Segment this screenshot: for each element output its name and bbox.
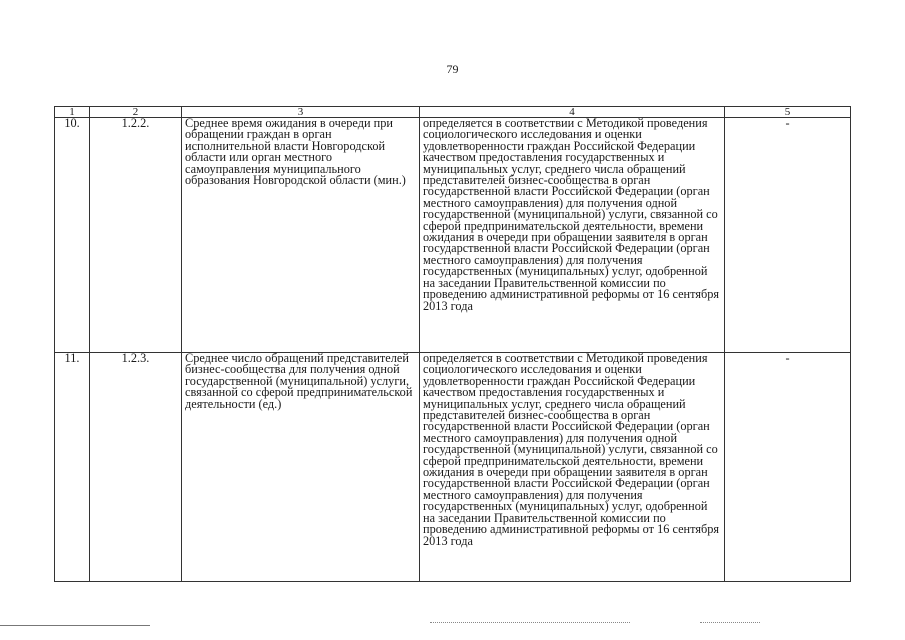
scan-artifact-line [430,622,630,624]
row-number: 11. [55,353,90,582]
table-row [55,118,851,353]
calculation-method: определяется в соответствии с Методикой проведения социологического исследования и оценки удовлетворенности граждан Российской Федерации качеством предоставления государственных и муниципальных услуг, среднего числа обращений представителей бизнес-сообщества в орган государственной власти Российской Федерации (орган местного самоуправления) для получения одной государственной (муниципальной) услуги, связанной со сферой предпринимательской деятельности, времени ожидания в очереди при обращении заявителя в орган государственной власти Российской Федерации (орган местного самоуправления) для получения государственных (муниципальных) услуг, одобренной на заседании Правительственной комиссии по проведению административной реформы от 16 сентября 2013 года [420,353,725,582]
indicator-name: Среднее время ожидания в очереди при обращении граждан в орган исполнительной власти Новгородской области или орган местного самоуправления муниципального образования Новгородской области (мин.) [182,118,420,353]
note-cell: - [725,353,851,582]
header-cell: 3 [182,107,420,118]
page-number: 79 [446,62,459,76]
indicator-code: 1.2.3. [90,353,182,582]
row-number: 10. [55,118,90,353]
calculation-method: определяется в соответствии с Методикой проведения социологического исследования и оценки удовлетворенности граждан Российской Федерации качеством предоставления государственных и муниципальных услуг, среднего числа обращений представителей бизнес-сообщества в орган государственной власти Российской Федерации (орган местного самоуправления) для получения одной государственной (муниципальной) услуги, связанной со сферой предпринимательской деятельности, времени ожидания в очереди при обращении заявителя в орган государственной власти Российской Федерации (орган местного самоуправления) для получения государственных (муниципальных) услуг, одобренной на заседании Правительственной комиссии по проведению административной реформы от 16 сентября 2013 года [420,118,725,353]
header-cell: 1 [55,107,90,118]
table-row [55,353,851,582]
indicators-table [54,106,851,582]
header-cell: 2 [90,107,182,118]
header-cell: 4 [420,107,725,118]
header-cell: 5 [725,107,851,118]
note-cell: - [725,118,851,353]
scan-artifact-line [0,625,150,626]
indicator-code: 1.2.2. [90,118,182,353]
indicator-name: Среднее число обращений представителей бизнес-сообщества для получения одной государственной (муниципальной) услуги, связанной со сферой предпринимательской деятельности (ед.) [182,353,420,582]
scan-artifact-line [700,622,760,624]
